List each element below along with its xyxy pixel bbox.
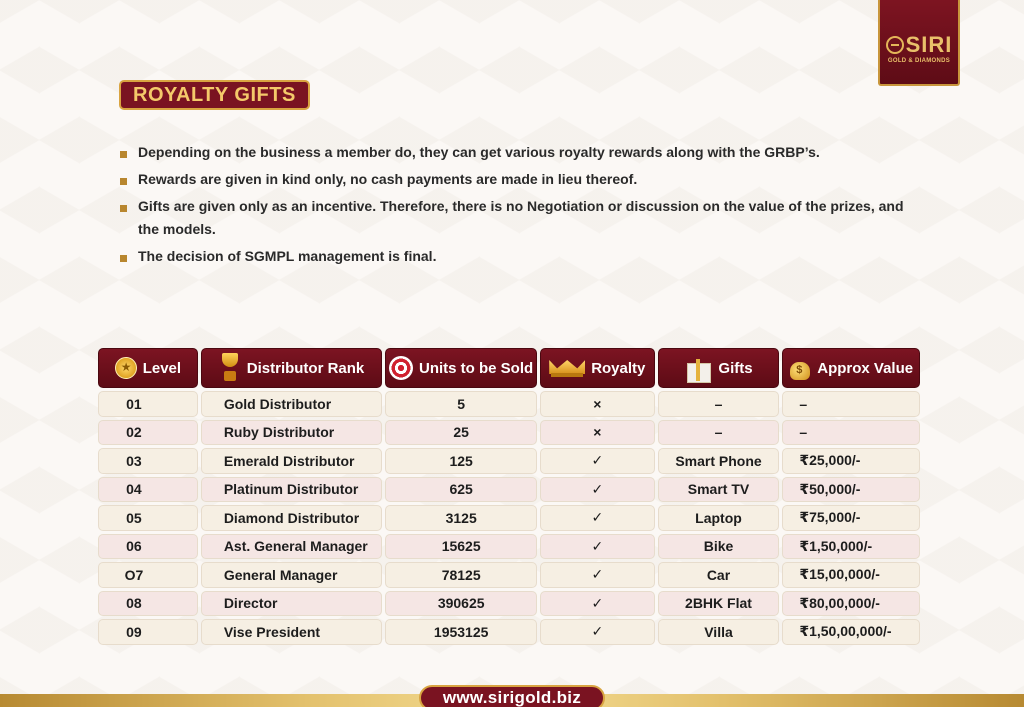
cell-gift: Laptop xyxy=(658,505,780,531)
table-row xyxy=(98,505,920,531)
cell-royalty: ✓ xyxy=(540,591,655,617)
table-row xyxy=(98,534,920,560)
cell-royalty: × xyxy=(540,420,655,446)
cell-rank: Vise President xyxy=(201,619,383,645)
brand-name: SIRI xyxy=(905,32,953,57)
cell-level: O7 xyxy=(98,562,198,588)
cell-royalty: ✓ xyxy=(540,448,655,474)
medal-icon xyxy=(115,357,137,379)
cell-units: 1953125 xyxy=(385,619,537,645)
brand-logo xyxy=(878,0,960,86)
cell-level: 05 xyxy=(98,505,198,531)
cell-royalty: × xyxy=(540,391,655,417)
table-row xyxy=(98,591,920,617)
crown-icon xyxy=(549,358,585,378)
cell-gift: 2BHK Flat xyxy=(658,591,780,617)
cell-level: 02 xyxy=(98,420,198,446)
cell-value: ₹25,000/- xyxy=(782,448,920,474)
brand-emblem-icon xyxy=(886,36,904,54)
table-header xyxy=(98,348,920,388)
bullet-list xyxy=(120,145,920,276)
table-row xyxy=(98,420,920,446)
money-bag-icon xyxy=(789,355,811,381)
cell-value: ₹80,00,000/- xyxy=(782,591,920,617)
cell-rank: Platinum Distributor xyxy=(201,477,383,503)
cell-royalty: ✓ xyxy=(540,619,655,645)
cell-level: 01 xyxy=(98,391,198,417)
table-row xyxy=(98,391,920,417)
header-units: Units to be Sold xyxy=(385,348,537,388)
header-rank: Distributor Rank xyxy=(201,348,383,388)
cell-value: ₹15,00,000/- xyxy=(782,562,920,588)
cell-level: 03 xyxy=(98,448,198,474)
website-link[interactable]: www.sirigold.biz xyxy=(419,685,605,707)
cell-units: 3125 xyxy=(385,505,537,531)
cell-gift: Villa xyxy=(658,619,780,645)
cell-royalty: ✓ xyxy=(540,477,655,503)
page-title: ROYALTY GIFTS xyxy=(119,80,310,110)
cell-value: – xyxy=(782,391,920,417)
cell-units: 78125 xyxy=(385,562,537,588)
table-row xyxy=(98,448,920,474)
gift-icon xyxy=(684,354,712,382)
bullet-square-icon xyxy=(120,151,127,158)
cell-royalty: ✓ xyxy=(540,534,655,560)
cell-value: ₹50,000/- xyxy=(782,477,920,503)
cell-rank: Emerald Distributor xyxy=(201,448,383,474)
cell-rank: General Manager xyxy=(201,562,383,588)
list-item: Depending on the business a member do, they can get various royalty rewards along with the GRBP’s. xyxy=(120,145,920,164)
cell-rank: Director xyxy=(201,591,383,617)
list-item: Gifts are given only as an incentive. Therefore, there is no Negotiation or discussion on the value of the prizes, and the models. xyxy=(120,199,920,241)
header-level: ★ Level xyxy=(98,348,198,388)
cell-gift: Smart Phone xyxy=(658,448,780,474)
cell-value: – xyxy=(782,420,920,446)
target-icon xyxy=(389,356,413,380)
cell-value: ₹1,50,00,000/- xyxy=(782,619,920,645)
brand-tagline: GOLD & DIAMONDS xyxy=(887,58,951,64)
cell-units: 25 xyxy=(385,420,537,446)
cell-gift: Smart TV xyxy=(658,477,780,503)
cell-units: 15625 xyxy=(385,534,537,560)
cell-rank: Ruby Distributor xyxy=(201,420,383,446)
cell-units: 390625 xyxy=(385,591,537,617)
bullet-square-icon xyxy=(120,255,127,262)
table-row xyxy=(98,619,920,645)
header-gifts: Gifts xyxy=(658,348,780,388)
cell-gift: – xyxy=(658,391,780,417)
royalty-table xyxy=(98,348,920,648)
bullet-square-icon xyxy=(120,178,127,185)
table-row xyxy=(98,562,920,588)
cell-rank: Gold Distributor xyxy=(201,391,383,417)
cell-gift: Car xyxy=(658,562,780,588)
cell-level: 06 xyxy=(98,534,198,560)
cell-units: 125 xyxy=(385,448,537,474)
header-royalty: Royalty xyxy=(540,348,655,388)
cell-level: 04 xyxy=(98,477,198,503)
cell-royalty: ✓ xyxy=(540,562,655,588)
list-item: The decision of SGMPL management is final. xyxy=(120,249,920,268)
cell-rank: Diamond Distributor xyxy=(201,505,383,531)
cell-royalty: ✓ xyxy=(540,505,655,531)
cell-gift: Bike xyxy=(658,534,780,560)
cell-level: 08 xyxy=(98,591,198,617)
table-row xyxy=(98,477,920,503)
cell-value: ₹75,000/- xyxy=(782,505,920,531)
list-item: Rewards are given in kind only, no cash payments are made in lieu thereof. xyxy=(120,172,920,191)
header-approx-value: $ Approx Value xyxy=(782,348,920,388)
cell-gift: – xyxy=(658,420,780,446)
cell-value: ₹1,50,000/- xyxy=(782,534,920,560)
cell-level: 09 xyxy=(98,619,198,645)
cell-rank: Ast. General Manager xyxy=(201,534,383,560)
trophy-icon xyxy=(219,351,241,385)
bullet-square-icon xyxy=(120,205,127,212)
cell-units: 625 xyxy=(385,477,537,503)
cell-units: 5 xyxy=(385,391,537,417)
